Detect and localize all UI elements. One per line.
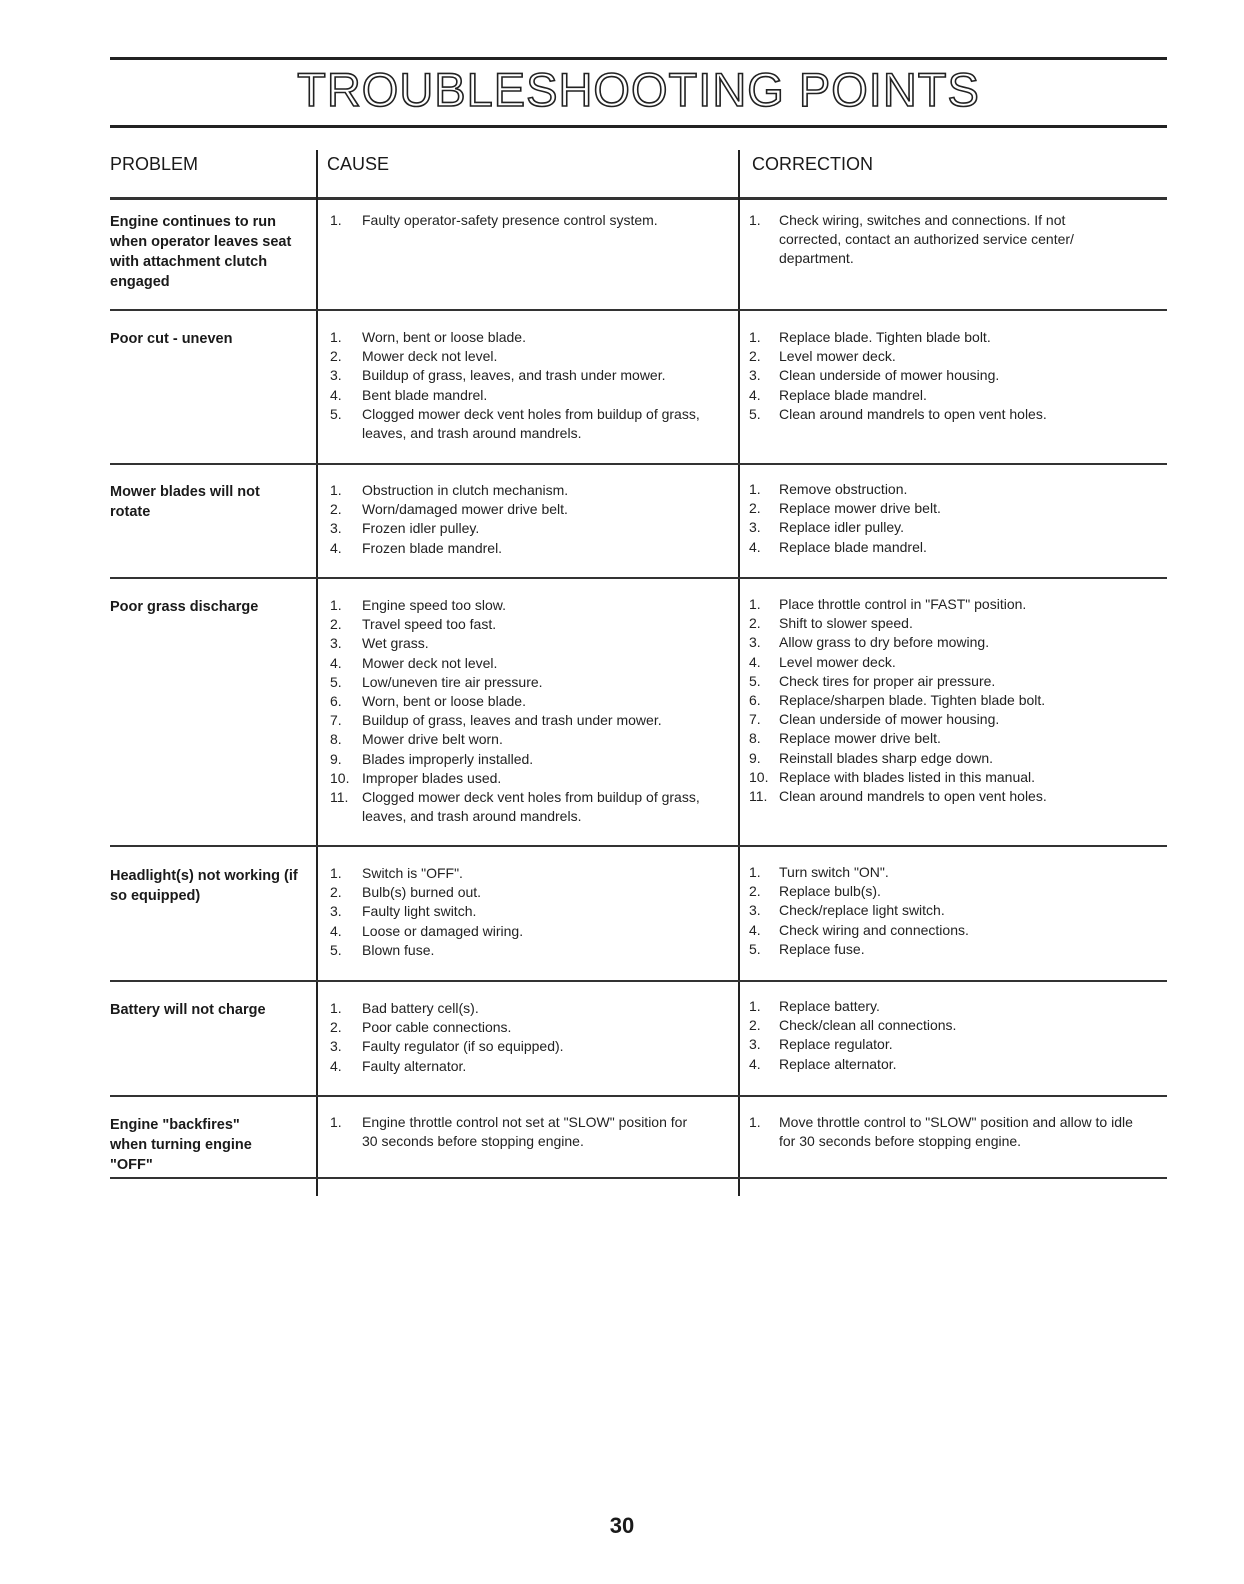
cause-item: 3. Frozen idler pulley. — [330, 520, 480, 537]
cause-item: 1. Switch is "OFF". — [330, 865, 463, 881]
row-divider — [110, 309, 1167, 311]
cause-item: 3. Faulty light switch. — [330, 903, 477, 920]
correction-item: 2. Replace mower drive belt. — [749, 500, 941, 517]
correction-item: 4. Replace alternator. — [749, 1055, 897, 1072]
title-bottom-rule — [110, 125, 1167, 128]
correction-item: 2. Replace bulb(s). — [749, 883, 881, 900]
correction-item: 1. Place throttle control in "FAST" position. — [749, 596, 1027, 612]
cause-item: 1. Bad battery cell(s). — [330, 1000, 479, 1016]
cause-list — [320, 999, 720, 1076]
correction-item: 2. Level mower deck. — [749, 348, 896, 365]
correction-item: 1. Replace blade. Tighten blade bolt. — [749, 329, 991, 345]
column-header-cause: CAUSE — [327, 154, 390, 174]
correction-item: 3. Replace regulator. — [749, 1036, 893, 1053]
correction-item: 5. Clean around mandrels to open vent holes. — [749, 405, 1047, 422]
cause-item: 3. Wet grass. — [330, 635, 429, 652]
correction-item: 4. Level mower deck. — [749, 653, 896, 670]
correction-item: 3. Check/replace light switch. — [749, 902, 945, 919]
correction-item: 5. Check tires for proper air pressure. — [749, 672, 996, 689]
page-title: TROUBLESHOOTING POINTS — [297, 63, 980, 116]
correction-item: 4. Check wiring and connections. — [749, 921, 969, 938]
correction-item: 3. Clean underside of mower housing. — [749, 367, 1000, 384]
cause-item: 8. Mower drive belt worn. — [330, 731, 503, 748]
cause-item: 3. Buildup of grass, leaves, and trash under mower. — [330, 367, 666, 384]
correction-list — [743, 480, 1163, 557]
column-header-correction: CORRECTION — [752, 154, 873, 174]
cause-item: 2. Mower deck not level. — [330, 348, 498, 365]
correction-item: 1. Replace battery. — [749, 998, 880, 1014]
correction-list — [743, 595, 1163, 806]
cause-item: 4. Mower deck not level. — [330, 654, 498, 671]
page-number: 30 — [609, 1513, 635, 1538]
cause-list — [320, 481, 720, 558]
cause-item: 7. Buildup of grass, leaves and trash under mower. — [330, 712, 662, 729]
problem-label: Mower blades will not rotate — [110, 484, 260, 520]
cause-list — [320, 1113, 690, 1151]
cause-item: 9. Blades improperly installed. — [330, 750, 534, 767]
correction-item: 4. Replace blade mandrel. — [749, 386, 927, 403]
cause-item: 10. Improper blades used. — [330, 769, 502, 786]
cause-item: 4. Bent blade mandrel. — [330, 386, 488, 403]
problem-label: Poor grass discharge — [110, 599, 259, 615]
cause-item: 1. Worn, bent or loose blade. — [330, 329, 526, 345]
column-divider-correction — [738, 150, 740, 1196]
cause-item: 4. Frozen blade mandrel. — [330, 539, 503, 556]
top-rule — [110, 57, 1167, 60]
correction-item: 7. Clean underside of mower housing. — [749, 711, 1000, 728]
correction-item: 6. Replace/sharpen blade. Tighten blade bolt. — [749, 692, 1046, 709]
correction-item: 3. Allow grass to dry before mowing. — [749, 634, 990, 651]
correction-item: 10. Replace with blades listed in this manual. — [749, 768, 1036, 785]
correction-item: 1. Turn switch "ON". — [749, 864, 889, 880]
cause-item: 1. Engine throttle control not set at "SLOW" position for 30 seconds before stopping engine. — [330, 1114, 688, 1150]
cause-list — [320, 328, 700, 443]
cause-item: 5. Blown fuse. — [330, 941, 435, 958]
correction-item: 11. Clean around mandrels to open vent holes. — [749, 788, 1047, 805]
correction-item: 1. Move throttle control to "SLOW" position and allow to idle for 30 seconds before stopping engine. — [749, 1114, 1133, 1150]
cause-item: 2. Poor cable connections. — [330, 1019, 512, 1036]
cause-item: 3. Faulty regulator (if so equipped). — [330, 1038, 564, 1055]
cause-list — [320, 596, 700, 826]
cause-item: 1. Engine speed too slow. — [330, 597, 506, 613]
cause-item: 4. Loose or damaged wiring. — [330, 922, 524, 939]
column-divider-cause — [316, 150, 318, 1196]
row-divider — [110, 463, 1167, 465]
cause-item: 5. Low/uneven tire air pressure. — [330, 673, 543, 690]
problem-label: Battery will not charge — [110, 1002, 266, 1018]
cause-list — [320, 864, 720, 960]
correction-list — [743, 863, 1163, 959]
correction-item: 1. Check wiring, switches and connections. If not corrected, contact an authorized service center/ department. — [749, 212, 1074, 267]
problem-label: Poor cut - uneven — [110, 331, 233, 347]
correction-list — [743, 997, 1163, 1074]
cause-item: 1. Obstruction in clutch mechanism. — [330, 482, 569, 498]
row-divider — [110, 577, 1167, 579]
correction-item: 3. Replace idler pulley. — [749, 519, 905, 536]
correction-list — [743, 1113, 1143, 1151]
cause-item: 2. Travel speed too fast. — [330, 616, 497, 633]
cause-item: 1. Faulty operator-safety presence control system. — [330, 212, 658, 228]
cause-item: 2. Bulb(s) burned out. — [330, 884, 482, 901]
correction-item: 5. Replace fuse. — [749, 940, 865, 957]
correction-item: 1. Remove obstruction. — [749, 481, 908, 497]
correction-item: 8. Replace mower drive belt. — [749, 730, 941, 747]
correction-list — [743, 328, 1163, 424]
row-divider — [110, 1177, 1167, 1179]
problem-label: Engine continues to run when operator leaves seat with attachment clutch engaged — [110, 214, 292, 290]
correction-item: 9. Reinstall blades sharp edge down. — [749, 749, 994, 766]
cause-list — [320, 211, 720, 230]
cause-item: 4. Faulty alternator. — [330, 1057, 467, 1074]
row-divider — [110, 980, 1167, 982]
row-divider — [110, 845, 1167, 847]
problem-label: Engine "backfires" when turning engine "OFF" — [110, 1117, 252, 1173]
correction-item: 2. Check/clean all connections. — [749, 1017, 957, 1034]
problem-label: Headlight(s) not working (if so equipped) — [110, 868, 298, 904]
cause-item: 11. Clogged mower deck vent holes from buildup of grass, leaves, and trash around mandrels. — [330, 789, 700, 825]
correction-item: 2. Shift to slower speed. — [749, 615, 913, 632]
column-header-problem: PROBLEM — [110, 154, 199, 174]
header-rule — [110, 197, 1167, 200]
cause-item: 5. Clogged mower deck vent holes from buildup of grass, leaves, and trash around mandrels. — [330, 405, 700, 442]
cause-item: 2. Worn/damaged mower drive belt. — [330, 501, 568, 518]
correction-item: 4. Replace blade mandrel. — [749, 538, 927, 555]
correction-list — [743, 211, 1113, 269]
row-divider — [110, 1095, 1167, 1097]
cause-item: 6. Worn, bent or loose blade. — [330, 693, 526, 710]
